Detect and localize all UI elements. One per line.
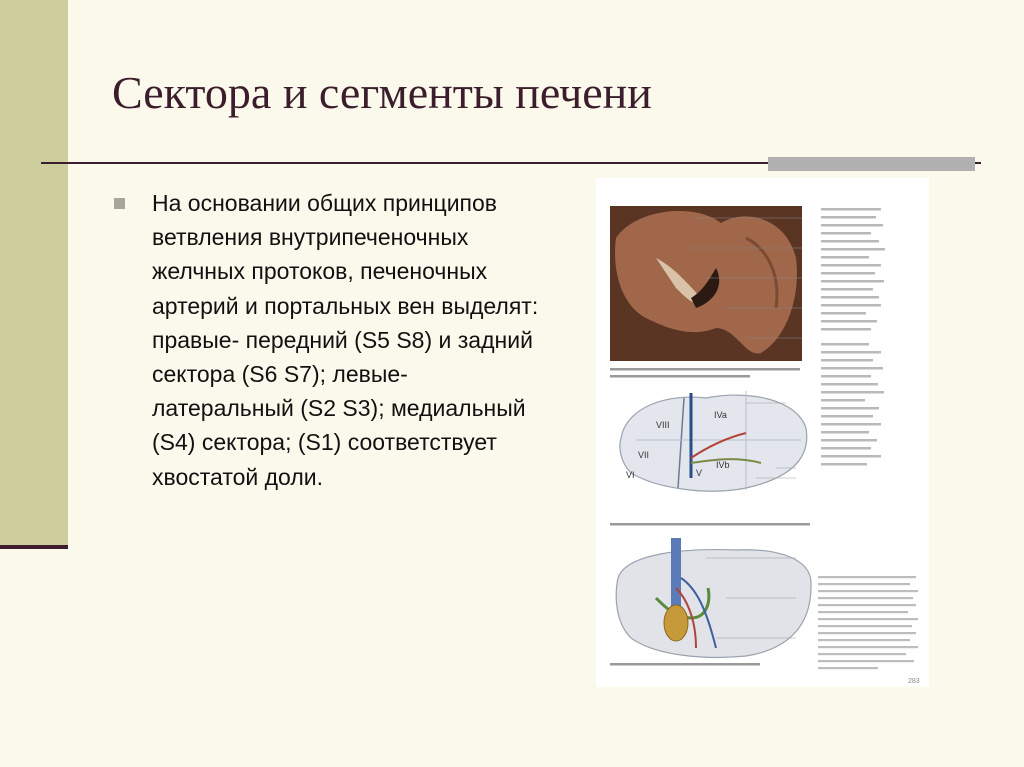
- left-decor-bar: [0, 0, 68, 547]
- photo-caption: [610, 368, 800, 378]
- square-bullet-icon: [114, 198, 125, 209]
- segment-label-vi: VI: [626, 470, 635, 480]
- bullet-text: На основании общих принципов ветвления внутрипеченочных желчных протоков, печеночных артерий и портальных вен выделят: правые- передний (S5 S8) и задний сектора (S6 S7); левые- латеральный (S2 S3); медиальный (S4) сектора; (S1) соответствует хвостатой доли.: [152, 190, 539, 490]
- side-paragraph: [818, 576, 918, 669]
- photo-label-column: [821, 208, 885, 331]
- bottom-caption: [610, 663, 760, 666]
- bullet-list: [114, 186, 544, 494]
- segment-label-iva: IVa: [714, 410, 727, 420]
- slide-title: Сектора и сегменты печени: [112, 67, 652, 118]
- title-divider-accent: [768, 157, 975, 171]
- left-decor-rule: [0, 545, 68, 549]
- segment-label-ivb: IVb: [716, 460, 730, 470]
- page-number: 283: [908, 678, 920, 685]
- anatomy-atlas-figure: [596, 178, 929, 687]
- segment-label-v: V: [696, 468, 703, 478]
- diagram-caption: [610, 523, 810, 526]
- diagram-label-column: [821, 343, 884, 466]
- segment-label-viii: VIII: [656, 420, 670, 430]
- segments-diagram: [620, 391, 807, 491]
- segment-label-vii: VII: [638, 450, 650, 460]
